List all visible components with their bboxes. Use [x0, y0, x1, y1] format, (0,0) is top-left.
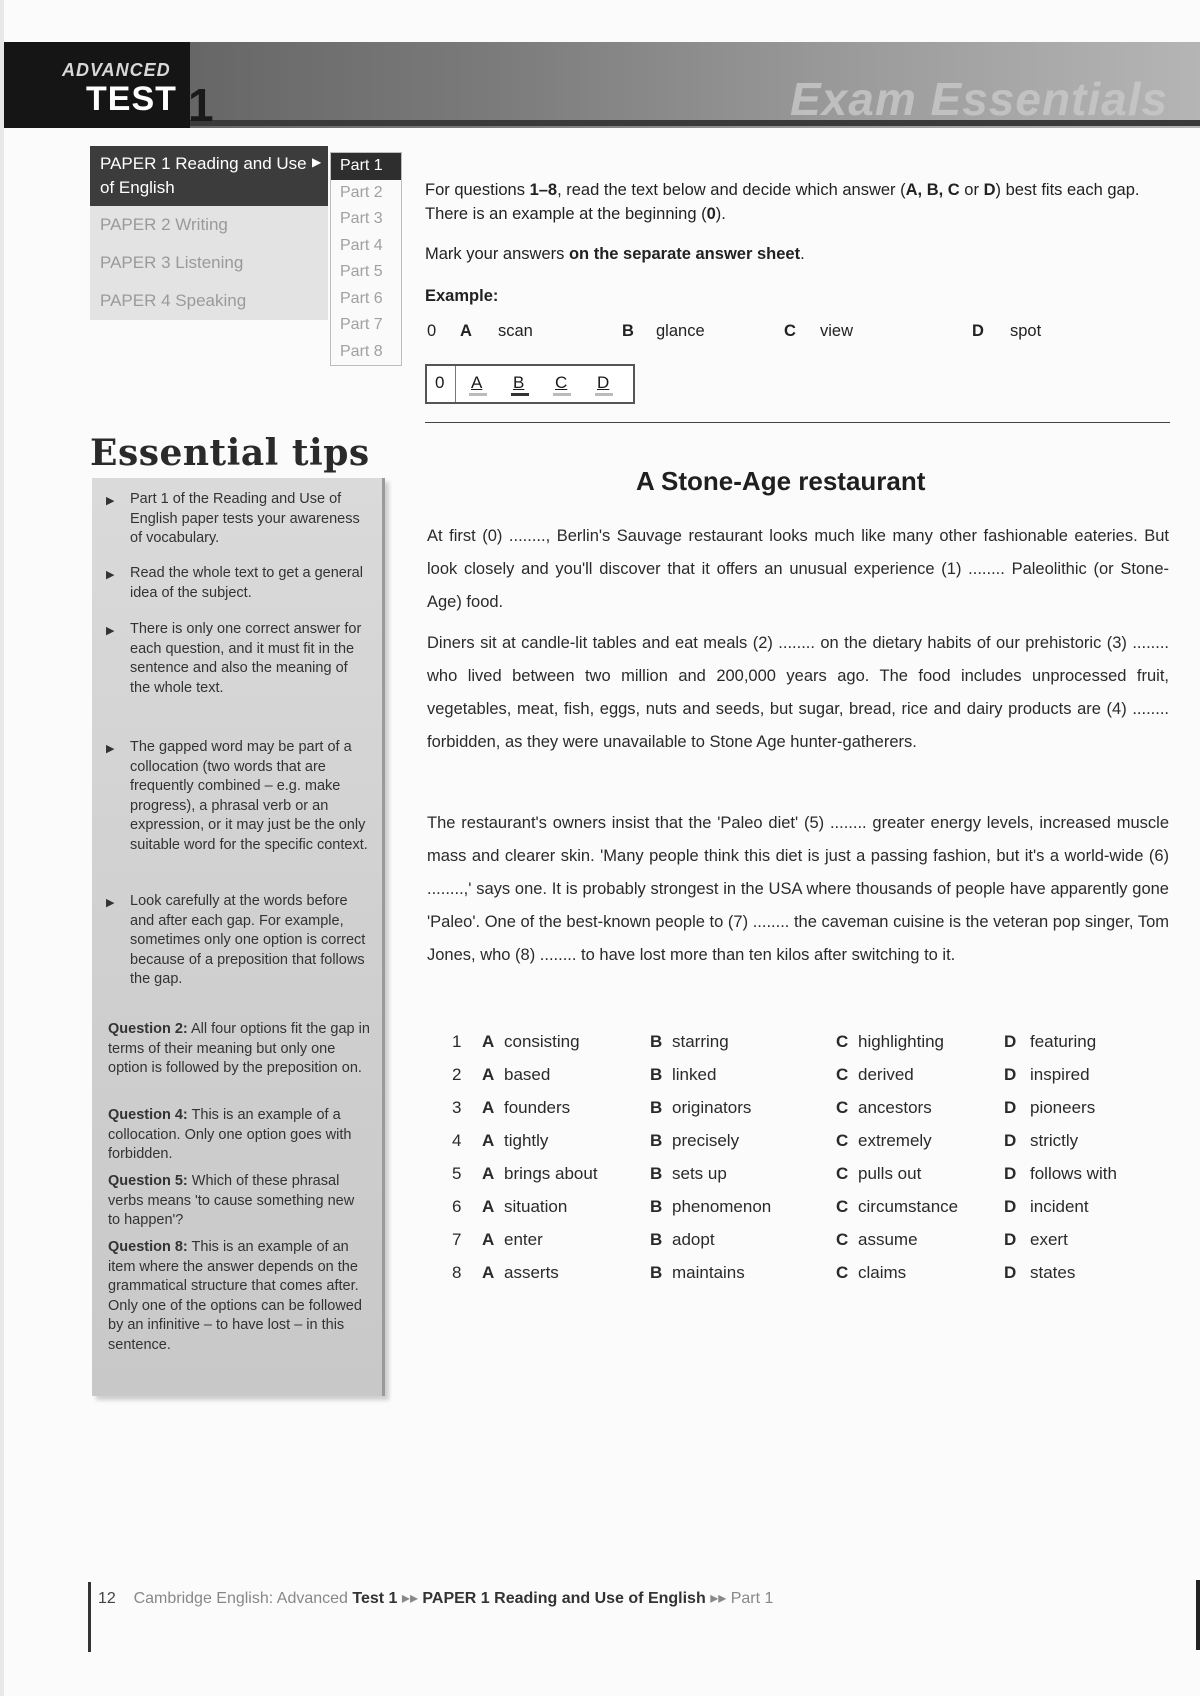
option-c[interactable]: extremely [858, 1131, 932, 1150]
question-number: 2 [452, 1065, 462, 1084]
option-letter: A [482, 1098, 495, 1117]
option-d[interactable]: strictly [1030, 1131, 1079, 1150]
option-letter: C [836, 1098, 849, 1117]
paper-1-tab[interactable] [90, 146, 328, 206]
brand-test: TEST [86, 80, 177, 118]
example-c-letter: C [784, 322, 796, 340]
option-letter: B [650, 1065, 663, 1084]
part-5-tab[interactable]: Part 5 [340, 263, 383, 280]
instructions-line-2: Mark your answers on the separate answer sheet. [425, 245, 805, 263]
article-paragraph-2: Diners sit at candle-lit tables and eat meals (2) ........ on the dietary habits of our prehistoric (3) ........ who lived between two million and 200,000 years ago. The food includes unprocessed fruit, vegetables, meat, fish, eggs, nuts and seeds, but sugar, bread, rice and dairy products are (4) ........ forbidden, as they were unavailable to Stone Age hunter-gatherers. [427, 634, 1169, 751]
option-d[interactable]: exert [1030, 1230, 1068, 1249]
part-7-tab[interactable]: Part 7 [340, 316, 383, 333]
option-a[interactable]: situation [504, 1197, 568, 1216]
answer-box-d: D [597, 373, 610, 392]
option-c[interactable]: claims [858, 1263, 907, 1282]
option-letter: A [482, 1197, 495, 1216]
option-d[interactable]: states [1030, 1263, 1076, 1282]
option-c[interactable]: ancestors [858, 1098, 932, 1117]
page-number: 12 [98, 1590, 116, 1607]
bullet-icon: ▶ [106, 897, 115, 909]
chevron-right-icon: ▸▸ [710, 1590, 727, 1607]
part-8-tab[interactable]: Part 8 [340, 342, 383, 360]
question-number: 8 [452, 1263, 462, 1282]
option-letter: C [836, 1065, 849, 1084]
options-row [452, 1065, 1152, 1095]
instructions-line-1: For questions 1–8, read the text below and decide which answer (A, B, C or D) best fits each gap. There is an example at the beginning (0). [425, 181, 1140, 223]
options-row [452, 1263, 1152, 1293]
options-row [452, 1230, 1152, 1260]
question-number: 1 [452, 1032, 462, 1051]
option-d[interactable]: inspired [1030, 1065, 1090, 1084]
option-letter: D [1004, 1131, 1017, 1150]
option-letter: B [650, 1230, 663, 1249]
tip-2: Read the whole text to get a general idea of the subject. [130, 565, 363, 601]
article-paragraph-3: The restaurant's owners insist that the 'Paleo diet' (5) ........ greater energy levels, increased muscle mass and clearer skin. 'Many people think this diet is just a passing fashion, but it's a world-wide (6) ........,' says one. It is probably strongest in the USA where thousands of people have apparently gone 'Paleo'. One of the best-known people to (7) ........ the caveman cuisine is the veteran pop singer, Tom Jones, who (8) ........ to have lost more than ten kilos after switching to it. [427, 814, 1169, 964]
page-edge [0, 0, 4, 1696]
answer-mark-b-filled [511, 393, 529, 396]
option-letter: B [650, 1197, 663, 1216]
option-letter: C [836, 1263, 849, 1282]
answer-box-b: B [513, 373, 525, 392]
option-d[interactable]: incident [1030, 1197, 1089, 1216]
option-c[interactable]: highlighting [858, 1032, 945, 1051]
options-row [452, 1197, 1152, 1227]
option-b[interactable]: starring [672, 1032, 729, 1051]
option-a[interactable]: asserts [504, 1263, 559, 1282]
tips-title: Essential tips [90, 432, 370, 474]
paper-4-tab[interactable]: PAPER 4 Speaking [90, 282, 328, 320]
option-a[interactable]: consisting [504, 1032, 580, 1051]
footer-book-title: Cambridge English: Advanced [133, 1590, 348, 1607]
paper-2-tab[interactable]: PAPER 2 Writing [90, 206, 328, 244]
option-letter: C [836, 1197, 849, 1216]
tip-1: Part 1 of the Reading and Use of English paper tests your awareness of vocabulary. [130, 491, 360, 546]
option-letter: B [650, 1131, 663, 1150]
example-b-letter: B [622, 322, 634, 340]
option-letter: B [650, 1032, 663, 1051]
option-letter: D [1004, 1263, 1017, 1282]
question-4-tip: Question 4: This is an example of a collocation. Only one option goes with forbidden. [108, 1107, 352, 1162]
option-letter: C [836, 1131, 849, 1150]
answer-box-zero: 0 [435, 373, 445, 392]
options-row [452, 1098, 1152, 1128]
paper-3-tab[interactable]: PAPER 3 Listening [90, 244, 328, 282]
option-b[interactable]: originators [672, 1098, 752, 1117]
question-2-tip: Question 2: All four options fit the gap in terms of their meaning but only one option is followed by the preposition on. [108, 1021, 370, 1076]
option-b[interactable]: adopt [672, 1230, 715, 1249]
footer-paper: PAPER 1 Reading and Use of English [422, 1590, 706, 1607]
brand-test-number: 1 [188, 79, 214, 131]
example-label: Example: [425, 287, 499, 305]
footer-part: Part 1 [730, 1590, 774, 1607]
footer-test: Test 1 [352, 1590, 398, 1607]
option-letter: A [482, 1032, 495, 1051]
footer-bar [88, 1582, 91, 1652]
option-letter: B [650, 1263, 663, 1282]
answer-mark-d [595, 393, 613, 396]
example-answer-box [425, 364, 635, 404]
section-divider [425, 422, 1170, 423]
brand-advanced: ADVANCED [62, 60, 171, 80]
option-letter: C [836, 1032, 849, 1051]
option-letter: B [650, 1098, 663, 1117]
option-b[interactable]: maintains [672, 1263, 745, 1282]
option-a[interactable]: founders [504, 1098, 571, 1117]
part-2-tab[interactable]: Part 2 [340, 183, 383, 201]
option-letter: C [836, 1230, 849, 1249]
page-edge-right [1196, 1580, 1200, 1650]
options-row [452, 1131, 1152, 1161]
option-b[interactable]: precisely [672, 1131, 740, 1150]
option-c[interactable]: pulls out [858, 1164, 922, 1183]
example-option-c: view [820, 322, 854, 340]
bullet-icon: ▶ [106, 495, 115, 507]
option-letter: D [1004, 1065, 1017, 1084]
part-nav [330, 152, 402, 366]
option-d[interactable]: featuring [1030, 1032, 1097, 1051]
option-d[interactable]: follows with [1030, 1164, 1117, 1183]
tip-5: Look carefully at the words before and after each gap. For example, sometimes only one option is correct because of a preposition that follows the gap. [130, 893, 366, 987]
answer-box-divider [455, 366, 456, 402]
option-letter: A [482, 1230, 495, 1249]
option-letter: D [1004, 1197, 1017, 1216]
option-b[interactable]: linked [672, 1065, 717, 1084]
question-number: 4 [452, 1131, 462, 1150]
option-b[interactable]: phenomenon [672, 1197, 772, 1216]
answer-box-c: C [555, 373, 568, 392]
footer [98, 1588, 773, 1608]
article-title: A Stone-Age restaurant [636, 466, 926, 496]
option-letter: D [1004, 1098, 1017, 1117]
chevron-right-icon: ▸▸ [401, 1590, 418, 1607]
option-a[interactable]: tightly [504, 1131, 549, 1150]
example-option-d: spot [1010, 322, 1042, 340]
answer-box-a: A [471, 373, 483, 392]
part-1-tab[interactable]: Part 1 [331, 153, 401, 180]
option-letter: A [482, 1164, 495, 1183]
question-5-tip: Question 5: Which of these phrasal verbs means 'to cause something new to happen'? [108, 1173, 355, 1228]
option-letter: A [482, 1263, 495, 1282]
paper-nav [90, 146, 328, 320]
option-letter: A [482, 1131, 495, 1150]
question-8-tip: Question 8: This is an example of an item where the answer depends on the grammatical structure that comes after. Only one of the options can be followed by an infinitive – to have lost – in this sentence. [108, 1239, 362, 1353]
tip-3: There is only one correct answer for each question, and it must fit in the sentence and also the meaning of the whole text. [130, 621, 362, 696]
option-letter: D [1004, 1032, 1017, 1051]
example-option-a: scan [498, 322, 533, 340]
options-row [452, 1164, 1152, 1194]
paper-1-label: PAPER 1 Reading and Use of English [100, 154, 307, 197]
options-row [452, 1032, 1152, 1062]
option-letter: B [650, 1164, 663, 1183]
bullet-icon: ▶ [106, 625, 115, 637]
tip-4: The gapped word may be part of a collocation (two words that are frequently combined – e.g. make progress), a phrasal verb or an expression, or it may just be the only suitable word for the specific context. [130, 739, 368, 853]
question-number: 6 [452, 1197, 462, 1216]
example-d-letter: D [972, 322, 984, 340]
option-letter: D [1004, 1230, 1017, 1249]
bullet-icon: ▶ [106, 569, 115, 581]
part-4-tab[interactable]: Part 4 [340, 236, 383, 254]
bullet-icon: ▶ [106, 743, 115, 755]
option-c[interactable]: assume [858, 1230, 918, 1249]
answer-mark-a [469, 393, 487, 396]
example-number: 0 [427, 322, 437, 340]
example-a-letter: A [460, 322, 472, 340]
part-3-tab[interactable]: Part 3 [340, 210, 383, 227]
option-c[interactable]: derived [858, 1065, 914, 1084]
option-a[interactable]: enter [504, 1230, 543, 1249]
answer-mark-c [553, 393, 571, 396]
question-number: 7 [452, 1230, 462, 1249]
option-c[interactable]: circumstance [858, 1197, 959, 1216]
option-letter: C [836, 1164, 849, 1183]
article-paragraph-1: At first (0) ........, Berlin's Sauvage restaurant looks much like many other fashionable eateries. But look closely and you'll discover that it offers an unusual experience (1) ........ Paleolithic (or Stone-Age) food. [427, 527, 1169, 611]
option-d[interactable]: pioneers [1030, 1098, 1096, 1117]
arrow-right-icon: ▶ [312, 155, 322, 169]
question-number: 3 [452, 1098, 462, 1117]
option-a[interactable]: based [504, 1065, 551, 1084]
option-a[interactable]: brings about [504, 1164, 598, 1183]
example-option-b: glance [656, 322, 705, 340]
option-letter: D [1004, 1164, 1017, 1183]
question-number: 5 [452, 1164, 462, 1183]
option-letter: A [482, 1065, 495, 1084]
option-b[interactable]: sets up [672, 1164, 727, 1183]
exam-essentials-banner: Exam Essentials [790, 73, 1169, 125]
part-6-tab[interactable]: Part 6 [340, 289, 383, 307]
